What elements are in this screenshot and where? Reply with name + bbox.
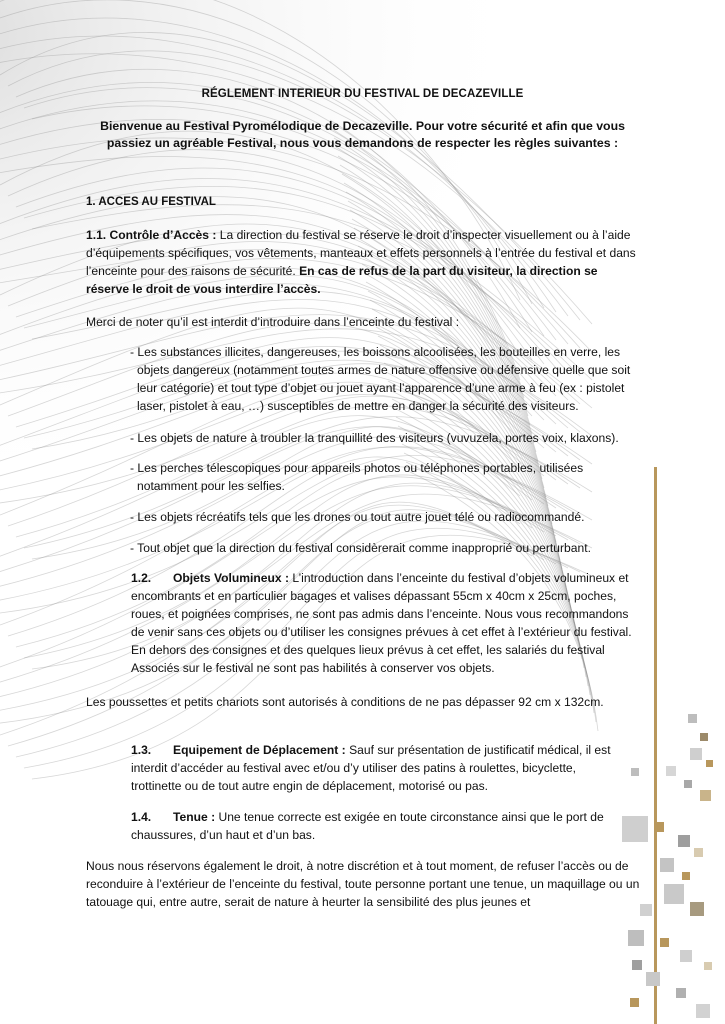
final-paragraph: Nous nous réservons également le droit, à notre discrétion et à tout moment, de refuser l’accès ou de reconduire à l’extérieur de l’enceinte du festival, toute personne portant une tenue, un maquillage ou un tatouage qui, entre autre, serait de nature à heurter la sensibilité des plus jeunes et bbox=[86, 859, 640, 909]
decorative-square bbox=[680, 950, 692, 962]
decorative-square bbox=[690, 748, 702, 760]
decorative-square bbox=[628, 930, 644, 946]
bullet-item: - Tout objet que la direction du festival considèrerait comme inapproprié ou perturbant. bbox=[130, 541, 591, 555]
paragraph-1-1 bbox=[86, 226, 638, 298]
gold-vertical-line bbox=[654, 467, 657, 1024]
decorative-square bbox=[630, 998, 639, 1007]
text-1-1-bold: En cas de refus de la part du visiteur, la direction se réserve le droit de vous interdire l’accès. bbox=[86, 264, 598, 296]
number-1-4: 1.4. bbox=[131, 810, 152, 824]
decorative-square bbox=[706, 760, 713, 767]
decorative-square bbox=[622, 816, 648, 842]
label-1-1: 1.1. Contrôle d’Accès : bbox=[86, 228, 217, 242]
text-1-2: L’introduction dans l’enceinte du festival d’objets volumineux et encombrants et en particulier bagages et valises dépassant 55cm x 40cm x 25cm, poches, roues, et poignées comprises, ne sont pas admis dans l’enceinte. Nous vous recommandons de venir sans ces objets ou d’utiliser les consignes prévues à cet effet à l’extérieur du festival. En dehors des consignes et des quelques lieux prévus à cet effet, les salariés du festival Associés sur le festival ne sont pas habilités à conserver vos objets. bbox=[131, 571, 632, 675]
bullet-item: - Les objets récréatifs tels que les drones ou tout autre jouet télé ou radiocommandé. bbox=[130, 510, 585, 524]
decorative-square bbox=[700, 790, 711, 801]
decorative-square bbox=[704, 962, 712, 970]
number-1-3: 1.3. bbox=[131, 743, 152, 757]
text-1-3: Sauf sur présentation de justificatif médical, il est interdit d’accéder au festival avec et/ou d’y utiliser des patins à roulettes, bicyclette, trottinette ou de tout autre engin de déplacement, motorisé ou pas. bbox=[131, 743, 611, 793]
bullet-item: - Les objets de nature à troubler la tranquillité des visiteurs (vuvuzela, portes voix, klaxons). bbox=[130, 431, 619, 445]
label-1-2: Objets Volumineux : bbox=[173, 571, 290, 585]
paragraph-1-3 bbox=[131, 741, 621, 795]
decorative-square bbox=[682, 872, 690, 880]
decorative-square bbox=[631, 768, 639, 776]
decorative-square bbox=[676, 988, 686, 998]
decorative-square bbox=[690, 902, 704, 916]
decorative-square bbox=[688, 714, 697, 723]
label-1-4: Tenue : bbox=[173, 810, 216, 824]
paragraph-1-2 bbox=[131, 569, 639, 677]
decorative-square bbox=[696, 1004, 710, 1018]
bullet-item: - Les substances illicites, dangereuses, les boissons alcoolisées, les bouteilles en verre, les objets dangereux (notamment toutes armes de nature offensive ou défensive quelle que soit leur catégorie) et tout type d’objet ou jouet ayant l’apparence d’une arme à feu (ex : pistolet laser, pistolet à eau, …) susceptibles de mettre en danger la sécurité des visiteurs. bbox=[130, 345, 631, 413]
text-1-4: Une tenue correcte est exigée en toute circonstance ainsi que le port de chaussures, d’un haut et d’un bas. bbox=[131, 810, 604, 842]
welcome-text: Bienvenue au Festival Pyromélodique de Decazeville. Pour votre sécurité et afin que vous passiez un agréable Festival, nous vous demandons de respecter les règles suivantes : bbox=[100, 119, 625, 150]
label-1-3: Equipement de Déplacement : bbox=[173, 743, 346, 757]
decorative-square bbox=[678, 835, 690, 847]
decorative-square bbox=[694, 848, 703, 857]
decorative-square bbox=[664, 884, 684, 904]
decorative-square bbox=[700, 733, 708, 741]
decorative-square bbox=[640, 904, 652, 916]
section-1-heading: 1. ACCES AU FESTIVAL bbox=[86, 196, 216, 208]
poussettes-text: Les poussettes et petits chariots sont autorisés à conditions de ne pas dépasser 92 cm x 132cm. bbox=[86, 695, 604, 709]
decorative-square bbox=[660, 858, 674, 872]
decorative-square bbox=[684, 780, 692, 788]
decorative-square bbox=[654, 822, 664, 832]
decorative-square bbox=[660, 938, 669, 947]
decorative-square bbox=[666, 766, 676, 776]
decorative-square bbox=[646, 972, 660, 986]
bullet-item: - Les perches télescopiques pour appareils photos ou téléphones portables, utilisées notamment pour les selfies. bbox=[130, 461, 584, 493]
paragraph-1-4 bbox=[131, 808, 621, 844]
text-1-1: La direction du festival se réserve le droit d’inspecter visuellement ou à l’aide d’équipements spécifiques, vos vêtements, manteaux et effets personnels à l’entrée du festival et dans l’enceinte pour des raisons de sécurité. bbox=[86, 228, 636, 278]
merci-text: Merci de noter qu’il est interdit d’introduire dans l’enceinte du festival : bbox=[86, 315, 460, 329]
number-1-2: 1.2. bbox=[131, 571, 152, 585]
page-title: RÉGLEMENT INTERIEUR DU FESTIVAL DE DECAZEVILLE bbox=[201, 88, 524, 100]
decorative-square bbox=[632, 960, 642, 970]
